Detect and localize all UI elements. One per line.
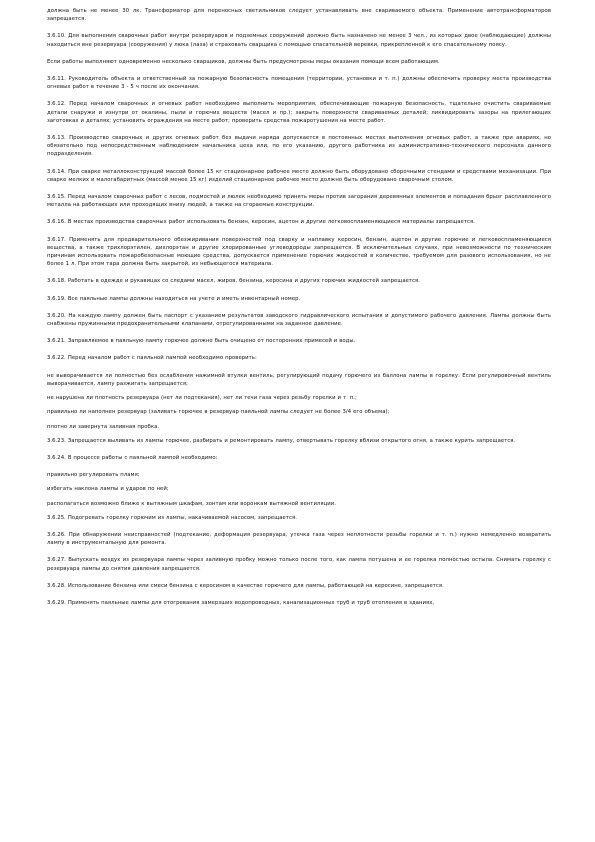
paragraph-3-6-27: 3.6.27. Выпускать воздух из резервуара лампы через заливную пробку можно только после того, как лампа потушена и ее горелка полностью остыла. Снимать горелку с резервуара лампы до снятия давления запрещается. xyxy=(47,557,551,572)
paragraph-3-6-23: 3.6.23. Запрещается выливать из лампы горючее, разбирать и ремонтировать лампу, отвертывать горелку вблизи открытого огня, а также курить запрещается. xyxy=(47,437,516,444)
paragraph-3-6-19: 3.6.19. Все паяльные лампы должны находиться на учете и иметь инвентарный номер. xyxy=(47,295,301,302)
paragraph-3-6-20: 3.6.20. На каждую лампу должен быть паспорт с указанием результатов заводского гидравлического испытания и допустимого рабочего давления. Лампы должны быть снабжены пружинными предохранительными клапанами, отрегулированными на заданное давление. xyxy=(47,312,551,328)
paragraph-3-6-25: 3.6.25. Подогревать горелку горючим из лампы, накачиваемой насосом, запрещается. xyxy=(47,514,297,521)
paragraph-3-6-10: 3.6.10. Для выполнения сварочных работ внутри резервуаров и подземных сооружений должно быть назначено не менее 3 чел., из которых двое (наблюдающие) должны находиться вне резервуара (сооружения) у люка (лаза) и страховать сварщика с помощью спасательной веревки, прикрепленной к его спасательному поясу. xyxy=(47,33,551,48)
paragraph-3-6-26: 3.6.26. При обнаружении неисправностей (подтекание, деформация резервуара, утечка газа через неплотности резьбы горелки и т. п.) нужно немедленно возвратить лампу в инструментальную для ремонта. xyxy=(47,531,551,547)
paragraph-3-6-21: 3.6.21. Заправляемое в паяльную лампу горючее должно быть очищено от посторонних примесей и воды. xyxy=(47,338,356,345)
paragraph-helpers-note: Если работы выполняют одновременно несколько сварщиков, должны быть предусмотрены меры оказания помощи всем работающим. xyxy=(47,58,440,65)
paragraph-3-6-12: 3.6.12. Перед началом сварочных и огневых работ необходимо выполнить мероприятия, обеспечивающие пожарную безопасность, тщательно очистить свариваемые детали снаружи и изнутри от окалины, пыли и горючих веществ (масел и пр.); закрыть поверхности свариваемых деталей; ликвидировать зазоры на прилегающих заготовках и деталях; установить ограждения на месте работ; проверить средства пожаротушения на месте работ. xyxy=(47,101,551,124)
paragraph-3-6-11: 3.6.11. Руководитель объекта и ответственный за пожарную безопасность помещения (территории, установки и т. п.) должны обеспечить проверку места производства огневых работ в течение 3 - 5 ч после их окончания. xyxy=(47,76,551,91)
paragraph-continuation: должна быть не менее 30 лк. Трансформатор для переносных светильников следует устанавливать вне свариваемого объекта. Применение автотрансформаторов запрещается. xyxy=(47,8,551,23)
checklist-item-tightness: не нарушена ли плотность резервуара (нет ли подтекания), нет ли течи газа через резьбу горелки и т. п.; xyxy=(47,395,357,402)
paragraph-3-6-14: 3.6.14. При сварке металлоконструкций массой более 15 кг стационарное рабочее место должно быть оборудовано сборочными стендами и средствами механизации. При сварке мелких и малогабаритных (массой менее 15 кг) изделий стационарное рабочее место должно быть оборудовано сварочным столом. xyxy=(47,168,551,183)
paragraph-3-6-28: 3.6.28. Использование бензина или смеси бензина с керосином в качестве горючего для лампы, работающей на керосине, запрещается. xyxy=(47,582,444,589)
paragraph-3-6-24: 3.6.24. В процессе работы с паяльной лампой необходимо: xyxy=(47,454,218,461)
checklist-item-flame: правильно регулировать пламя; xyxy=(47,472,140,479)
paragraph-3-6-29: 3.6.29. Применять паяльные лампы для отогревания замерзших водопроводных, канализационных труб и труб отопления в зданиях, xyxy=(47,599,435,606)
checklist-item-tilt: избегать наклона лампы и ударов по ней; xyxy=(47,486,169,493)
paragraph-3-6-22: 3.6.22. Перед началом работ с паяльной лампой необходимо проверить: xyxy=(47,355,257,362)
paragraph-3-6-17: 3.6.17. Применять для предварительного обезжиривания поверхностей под сварку и наплавку керосин, бензин, ацетон и другие горючие и легковоспламеняющиеся вещества, а также трихлорэтилен, дихлорэтан и другие хлорированные углеводороды запрещается. В исключительных случаях, при невозможности по техническим причинам использовать пожаробезопасные моющие средства, допускается применение горючих жидкостей в количестве, требуемом для разового использования, но не более 1 л. При этом тара должна быть закрытой, из небьющегося материала. xyxy=(47,236,551,268)
checklist-item-filling: правильно ли наполнен резервуар (заливать горючее в резервуар паяльной лампы следует не более 3/4 его объема); xyxy=(47,409,390,416)
paragraph-3-6-15: 3.6.15. Перед началом сварочных работ с лесов, подмостей и люлек необходимо принять меры против загорания деревянных элементов и попадания брызг расплавленного металла на работающих или проходящих внизу людей, а также на сгораемые конструкции. xyxy=(47,194,551,209)
checklist-item-ventilation: располагаться возможно ближе к вытяжным шкафам, зонтам или воронкам вытяжной вентиляции. xyxy=(47,500,336,507)
paragraph-3-6-13: 3.6.13. Производство сварочных и других огневых работ без выдачи наряда допускается в постоянных местах выполнения огневых работ, а также при авариях, но обязательно под непосредственным наблюдением начальника цеха или, по его указанию, другого работника из административно-технического персонала данного подразделения. xyxy=(47,135,551,158)
paragraph-3-6-18: 3.6.18. Работать в одежде и рукавицах со следами масел, жиров, бензина, керосина и других горючих жидкостей запрещается. xyxy=(47,278,421,285)
checklist-item-valve: не выворачивается ли полностью без ослабления нажимной втулки вентиль, регулирующий подачу горючего из баллона лампы в горелку. Если регулировочный вентиль выворачивается, лампу разжигать запрещается; xyxy=(47,372,551,387)
paragraph-3-6-16: 3.6.16. В местах производства сварочных работ использовать бензин, керосин, ацетон и другие легковоспламеняющиеся материалы запрещается. xyxy=(47,219,475,226)
checklist-item-plug: плотно ли завернута заливная пробка. xyxy=(47,423,160,430)
